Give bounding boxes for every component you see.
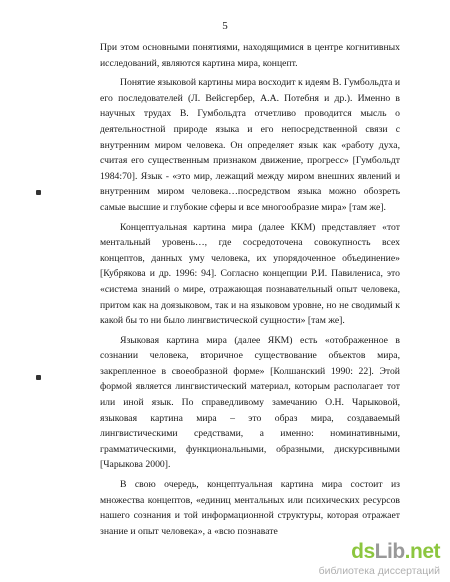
- watermark: [265, 538, 450, 582]
- watermark-logo: [351, 540, 440, 564]
- body-text: [100, 40, 400, 543]
- paragraph-5: В свою очередь, концептуальная картина мира состоит из множества концептов, «единиц ментальных или психических ресурсов нашего сознания и той информационной структуры, которая отражает знание и опыт человека», а «всю познавате: [100, 479, 400, 537]
- watermark-subtitle: библиотека диссертаций: [318, 565, 440, 577]
- watermark-logo-lib: Lib: [374, 540, 405, 563]
- margin-mark-1: [36, 190, 41, 195]
- paragraph-1: При этом основными понятиями, находящимися в центре когнитивных исследований, являются картина мира, концепт.: [100, 42, 400, 69]
- paragraph-3: Концептуальная картина мира (далее ККМ) представляет «тот ментальный уровень…, где сосредоточена совокупность всех концептов, данных уму человека, их упорядоченное объединение» [Кубрякова и др. 1996: 94]. Согласно концепции Р.И. Павилениса, это «система знаний о мире, отражающая познавательный опыт человека, притом как на доязыковом, так и на языковом уровне, но не сводимый к какой бы то ни было лингвистической сущности» [там же].: [100, 221, 400, 327]
- paragraph-2: Понятие языковой картины мира восходит к идеям В. Гумбольдта и его последователей (Л. Вейсгербер, А.А. Потебня и др.). Именно в научных трудах В. Гумбольдта отчетливо проводится мысль о деятельностной природе языка и его непосредственной связи с внутренним миром человека. Он определяет язык как «работу духа, считая его существенным признаком движение, прогресс» [Гумбольдт 1984:70]. Язык - «это мир, лежащий между миром внешних явлений и внутренним миром человека…посредством языка можно обозреть самые высшие и глубокие сферы и все многообразие мира» [там же].: [100, 77, 401, 213]
- paragraph-4: Языковая картина мира (далее ЯКМ) есть «отображенное в сознании человека, вторичное существование объектов мира, закрепленное в своеобразной форме» [Колшанский 1990: 22]. Этой формой является лингвистический материал, которым располагает тот или иной язык. По справедливому замечанию О.Н. Чарыковой, языковая картина мира – это образ мира, создаваемый лингвистическими средствами, а именно: номинативными, грамматическими, функциональными, образными, дискурсивными [Чарыкова 2000].: [100, 334, 400, 471]
- watermark-logo-ds: ds: [351, 540, 375, 563]
- page-number: 5: [222, 20, 228, 32]
- margin-mark-2: [36, 375, 41, 380]
- watermark-logo-net: .net: [404, 540, 440, 563]
